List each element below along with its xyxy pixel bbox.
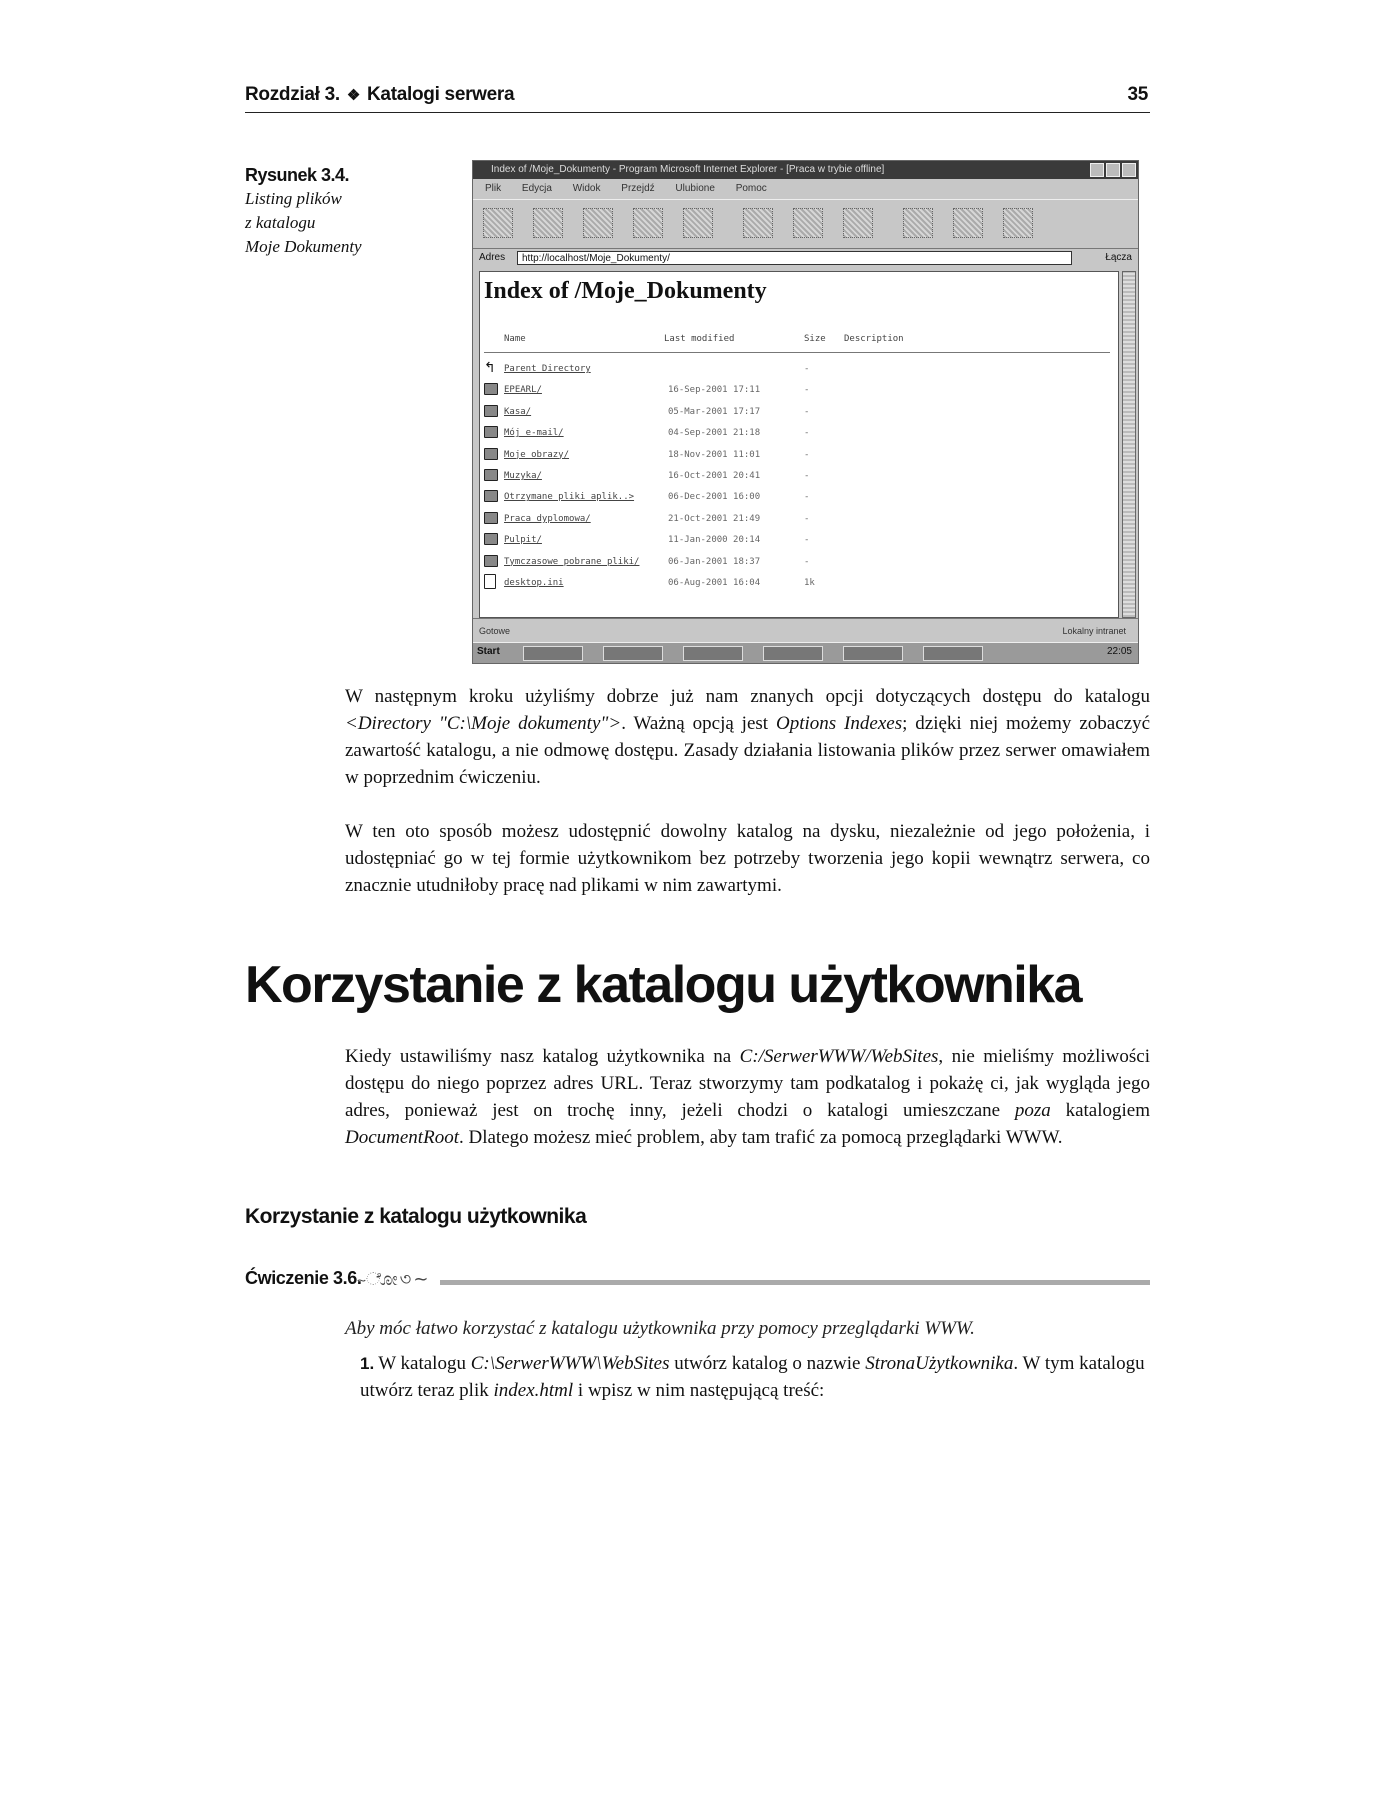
- back-icon: [483, 208, 513, 238]
- italic-run: C:\SerwerWWW\WebSites: [470, 1353, 670, 1374]
- section-title: Katalogi serwera: [367, 84, 515, 105]
- header-left: [245, 84, 514, 106]
- modified-date: 16-Oct-2001 20:41: [668, 470, 761, 481]
- minimize-icon: [1090, 163, 1104, 177]
- diamond-icon: ❖: [346, 87, 361, 104]
- step-item: [360, 1350, 1150, 1404]
- taskbar-item: [603, 646, 663, 661]
- file-name-link[interactable]: Mój e-mail/: [504, 428, 564, 439]
- folder-icon: [484, 555, 498, 567]
- status-bar: [473, 618, 1138, 643]
- listing-row: [484, 424, 1114, 445]
- listing-rows: [484, 360, 1114, 595]
- refresh-icon: [633, 208, 663, 238]
- body-paragraph: [345, 683, 1150, 791]
- italic-run: StronaUżytkownika: [865, 1353, 1014, 1374]
- exercise-label: Ćwiczenie 3.6.: [245, 1268, 362, 1288]
- window-title: Index of /Moje_Dokumenty - Program Microsoft Internet Explorer - [Praca w trybie offline]: [491, 164, 885, 175]
- folder-icon: [484, 448, 498, 460]
- italic-run: C:/SerwerWWW/WebSites: [739, 1046, 939, 1067]
- subsection-heading: Korzystanie z katalogu użytkownika: [245, 1205, 587, 1228]
- links-label: Łącza: [1105, 252, 1132, 263]
- exercise-rule: [440, 1280, 1150, 1285]
- running-header: [245, 84, 1150, 113]
- forward-icon: [533, 208, 563, 238]
- listing-row: [484, 403, 1114, 424]
- print-icon: [953, 208, 983, 238]
- folder-icon: [484, 383, 498, 395]
- listing-row: [484, 467, 1114, 488]
- taskbar-item: [923, 646, 983, 661]
- history-icon: [843, 208, 873, 238]
- text-run: . Ważną opcją jest: [621, 713, 776, 734]
- menu-item: Plik: [485, 183, 502, 194]
- home-icon: [683, 208, 713, 238]
- modified-date: 16-Sep-2001 17:11: [668, 385, 761, 396]
- file-size: -: [804, 556, 810, 567]
- file-name-link[interactable]: Pulpit/: [504, 535, 542, 546]
- file-size: -: [804, 535, 810, 546]
- listing-row: [484, 488, 1114, 509]
- caption-line: Listing plików: [245, 189, 342, 208]
- menu-item: Edycja: [521, 183, 552, 194]
- modified-date: 18-Nov-2001 11:01: [668, 449, 761, 460]
- menu-item: Przejdź: [621, 183, 655, 194]
- chapter-label: Rozdział 3.: [245, 84, 340, 105]
- start-button: Start: [477, 646, 500, 657]
- italic-run: index.html: [493, 1380, 574, 1401]
- listing-row: [484, 553, 1114, 574]
- listing-row: [484, 510, 1114, 531]
- scrollbar: [1122, 271, 1136, 618]
- file-name-link[interactable]: Praca dyplomowa/: [504, 513, 591, 524]
- file-name-link[interactable]: desktop.ini: [504, 577, 564, 588]
- text-run: W katalogu: [378, 1353, 471, 1374]
- file-icon: [484, 574, 496, 589]
- modified-date: 06-Jan-2001 18:37: [668, 556, 761, 567]
- text-run: . Dlatego możesz mieć problem, aby tam trafić za pomocą przeglądarki WWW.: [458, 1127, 1063, 1148]
- file-name-link[interactable]: Muzyka/: [504, 470, 542, 481]
- modified-date: 05-Mar-2001 17:17: [668, 406, 761, 417]
- step-number: 1.: [360, 1354, 375, 1373]
- exercise-header: [245, 1268, 1150, 1294]
- browser-screenshot: [472, 160, 1139, 664]
- taskbar-item: [843, 646, 903, 661]
- address-field: http://localhost/Moje_Dokumenty/: [517, 251, 1072, 265]
- text-run: , nie mieliśmy możliwości dostępu do niego poprzez adres URL. Teraz stworzymy tam podkatalog i pokażę ci, jak wygląda jego adres, ponieważ jest on trochę inny, jeżeli chodzi o katalogi umieszczane: [345, 1046, 1150, 1121]
- folder-icon: [484, 490, 498, 502]
- column-header: Size: [804, 334, 826, 344]
- text-run: katalogiem: [1050, 1100, 1150, 1121]
- search-icon: [743, 208, 773, 238]
- edit-icon: [1003, 208, 1033, 238]
- taskbar-item: [523, 646, 583, 661]
- italic-run: <Directory "C:\Moje dokumenty">: [345, 713, 622, 734]
- text-run: ; dzięki niej możemy zobaczyć zawartość katalogu, a nie odmowę dostępu. Zasady działania listowania plików przez serwer omawiałem w poprzednim ćwiczeniu.: [345, 713, 1150, 788]
- taskbar: [473, 642, 1138, 663]
- folder-icon: [484, 405, 498, 417]
- caption-line: Moje Dokumenty: [245, 237, 362, 256]
- file-size: -: [804, 406, 810, 417]
- ornament-icon: ~ೋ৩~: [357, 1269, 431, 1290]
- listing-row: [484, 381, 1114, 402]
- file-size: -: [804, 492, 810, 503]
- menu-item: Widok: [572, 183, 601, 194]
- taskbar-item: [683, 646, 743, 661]
- file-size: 1k: [804, 577, 815, 588]
- address-bar: [473, 249, 1138, 269]
- file-name-link[interactable]: Otrzymane pliki aplik..>: [504, 492, 635, 503]
- text-run: . W tym katalogu utwórz teraz plik: [360, 1353, 1145, 1401]
- menu-item: Ulubione: [675, 183, 715, 194]
- modified-date: 06-Aug-2001 16:04: [668, 577, 761, 588]
- column-header: Name: [504, 334, 526, 344]
- exercise-goal: Aby móc łatwo korzystać z katalogu użytkownika przy pomocy przeglądarki WWW.: [345, 1318, 975, 1339]
- file-size: -: [804, 470, 810, 481]
- parent-dir-icon: ↰: [484, 360, 496, 376]
- file-name-link[interactable]: EPEARL/: [504, 385, 542, 396]
- folder-icon: [484, 533, 498, 545]
- file-name-link[interactable]: Parent Directory: [504, 364, 591, 374]
- stop-icon: [583, 208, 613, 238]
- figure-label: Rysunek 3.4.: [245, 165, 350, 185]
- menu-item: Pomoc: [735, 183, 767, 194]
- folder-icon: [484, 426, 498, 438]
- caption-line: z katalogu: [245, 213, 316, 232]
- text-run: W następnym kroku użyliśmy dobrze już nam znanych opcji dotyczących dostępu do katalogu: [345, 686, 1150, 707]
- close-icon: [1122, 163, 1136, 177]
- page-number: 35: [1127, 84, 1148, 105]
- modified-date: 11-Jan-2000 20:14: [668, 535, 761, 546]
- italic-run: poza: [1014, 1100, 1051, 1121]
- file-name-link[interactable]: Tymczasowe pobrane pliki/: [504, 556, 640, 567]
- modified-date: 21-Oct-2001 21:49: [668, 513, 761, 524]
- body-paragraph: [345, 1043, 1150, 1151]
- folder-icon: [484, 469, 498, 481]
- mail-icon: [903, 208, 933, 238]
- browser-toolbar: [473, 199, 1138, 249]
- browser-content: [479, 271, 1119, 618]
- column-header: Last modified: [664, 334, 735, 344]
- status-text: Gotowe: [479, 626, 511, 636]
- window-controls: [1088, 163, 1136, 179]
- favorites-icon: [793, 208, 823, 238]
- file-size: -: [804, 449, 810, 460]
- modified-date: 06-Dec-2001 16:00: [668, 492, 761, 503]
- figure-caption: [245, 163, 445, 259]
- italic-run: DocumentRoot: [345, 1127, 459, 1148]
- listing-row: [484, 446, 1114, 467]
- column-header: Description: [844, 334, 904, 344]
- italic-run: Options Indexes: [775, 713, 903, 734]
- index-title: Index of /Moje_Dokumenty: [484, 278, 767, 304]
- maximize-icon: [1106, 163, 1120, 177]
- text-run: utwórz katalog o nazwie: [669, 1353, 866, 1374]
- file-size: -: [804, 385, 810, 396]
- listing-divider: [484, 352, 1110, 353]
- file-name-link[interactable]: Kasa/: [504, 406, 532, 417]
- address-label: Adres: [479, 252, 506, 263]
- section-heading: Korzystanie z katalogu użytkownika: [245, 956, 1082, 1014]
- modified-date: 04-Sep-2001 21:18: [668, 428, 761, 439]
- taskbar-item: [763, 646, 823, 661]
- window-titlebar: [473, 161, 1138, 179]
- listing-row: [484, 574, 1114, 595]
- file-size: -: [804, 364, 810, 374]
- text-run: Kiedy ustawiliśmy nasz katalog użytkownika na: [345, 1046, 740, 1067]
- status-zone: Lokalny intranet: [1062, 626, 1126, 636]
- taskbar-clock: 22:05: [1106, 646, 1132, 657]
- listing-row: [484, 531, 1114, 552]
- folder-icon: [484, 512, 498, 524]
- file-size: -: [804, 428, 810, 439]
- text-run: i wpisz w nim następującą treść:: [573, 1380, 825, 1401]
- file-name-link[interactable]: Moje obrazy/: [504, 449, 570, 460]
- listing-row: [484, 360, 1114, 381]
- body-paragraph: W ten oto sposób możesz udostępnić dowolny katalog na dysku, niezależnie od jego położenia, i udostępniać go w tej formie użytkownikom bez potrzeby tworzenia jego kopii wewnątrz serwera, co znacznie utudniłoby pracę nad plikami w nim zawartymi.: [345, 821, 1150, 896]
- browser-menubar: [473, 180, 1138, 197]
- file-size: -: [804, 513, 810, 524]
